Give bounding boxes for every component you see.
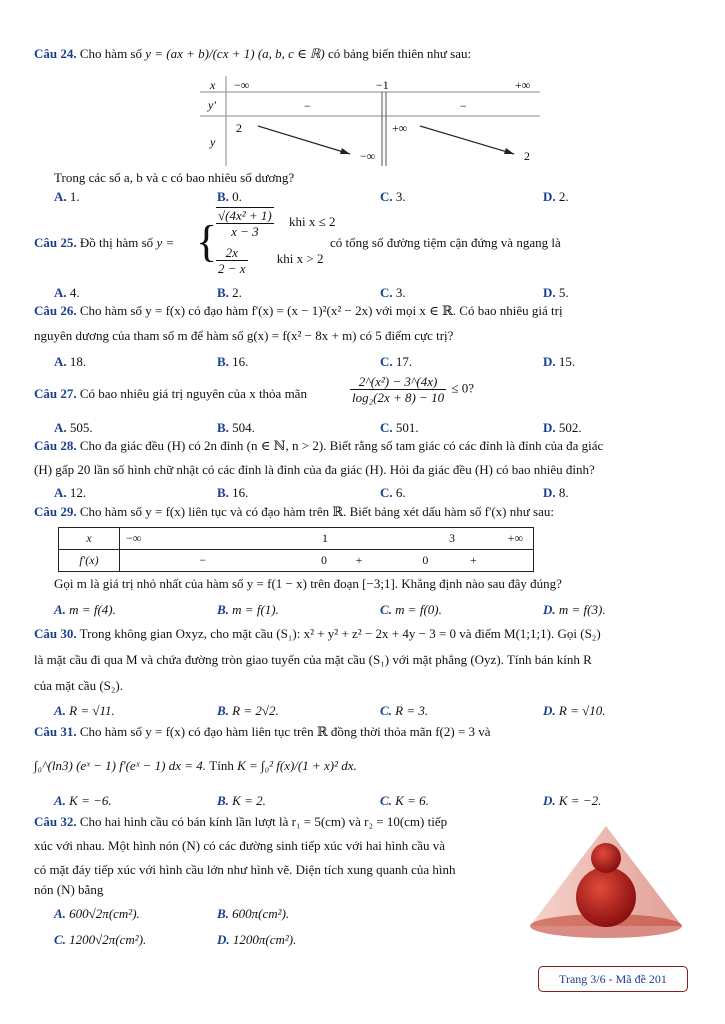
- st-sign-4: +: [456, 550, 534, 572]
- option-d[interactable]: D. 8.: [543, 485, 569, 500]
- st-sign-0: −: [120, 550, 208, 572]
- st-sign-1: 0: [207, 550, 328, 572]
- option-d[interactable]: D. K = −2.: [543, 793, 602, 808]
- vt-arrowhead-1: [340, 148, 350, 154]
- question-31: [34, 722, 691, 742]
- text-line-1: Cho hàm số y = f(x) có đạo hàm f'(x) = (x − 1)²(x² − 2x) với mọi x ∈ ℝ. Có bao nhiêu giá trị: [79, 303, 563, 318]
- vt-x-0: −∞: [234, 78, 250, 92]
- option-c[interactable]: C. R = 3.: [380, 703, 429, 718]
- question-label: Câu 25.: [34, 235, 77, 250]
- st-x-1: 1: [207, 528, 328, 550]
- q30-text-2: là mặt cầu đi qua M và chứa đường tròn giao tuyến của mặt cầu (S₁) với mặt phẳng (Oyz). Tính bán kính R: [34, 652, 592, 667]
- option-a[interactable]: A. 1.: [54, 189, 80, 204]
- question-25: Câu 25. Đồ thị hàm số y = { $\frac{\text{√(4x² + 1)}}{x - 3}$ khi x ≤ 2 $\frac{2x}{2 - x}$ khi x > 2 có tổng số đường tiệm cận đứng và ngang là: [34, 208, 561, 276]
- vt-y-2: +∞: [392, 121, 408, 135]
- q24-question: Trong các số a, b và c có bao nhiêu số dương?: [54, 170, 295, 185]
- q31-integrals: [34, 756, 691, 776]
- question-label: Câu 27.: [34, 386, 77, 401]
- q32-text-3: có mặt đáy tiếp xúc với hình cầu lớn như hình vẽ. Diện tích xung quanh của hình: [34, 862, 456, 877]
- q30-text-3: của mặt cầu (S₂).: [34, 678, 123, 693]
- condition: (a, b, c ∈ ℝ): [257, 46, 325, 61]
- option-d[interactable]: D. 5.: [543, 285, 569, 300]
- text-line-1: Cho hai hình cầu có bán kính lần lượt là r₁ = 5(cm) và r₂ = 10(cm) tiếp: [79, 814, 448, 829]
- large-sphere-icon: [576, 867, 636, 927]
- page-footer: Trang 3/6 - Mã đề 201: [538, 966, 688, 992]
- q29-question: Gọi m là giá trị nhỏ nhất của hàm số y = f(1 − x) trên đoạn [−3;1]. Khẳng định nào sau đây đúng?: [54, 576, 562, 591]
- vt-x-label: x: [210, 78, 216, 92]
- stem-pre: Cho hàm số: [79, 46, 142, 61]
- option-a[interactable]: A. 505.: [54, 420, 93, 435]
- integral-1: ∫₀^(ln3) (eˣ − 1) f'(eˣ − 1) dx = 4.: [34, 758, 207, 773]
- question-32: [34, 812, 513, 832]
- stem: Có bao nhiêu giá trị nguyên của x thỏa mãn: [79, 386, 307, 401]
- option-b[interactable]: B. 16.: [217, 354, 249, 369]
- question-label: Câu 28.: [34, 438, 77, 453]
- option-c[interactable]: C. 3.: [380, 189, 406, 204]
- piece-1: $\frac{\text{√(4x² + 1)}}{x - 3}$ khi x ≤ 2: [218, 208, 336, 239]
- st-x-2: 3: [328, 528, 456, 550]
- option-d[interactable]: D. m = f(3).: [543, 602, 606, 617]
- function-expr: y = (ax + b)/(cx + 1): [145, 46, 255, 61]
- st-fp-label: f'(x): [59, 550, 120, 572]
- stem-post: có tổng số đường tiệm cận đứng và ngang là: [330, 235, 561, 250]
- st-sign-2: + 0: [328, 550, 456, 572]
- text: Cho hàm số y = f(x) liên tục và có đạo hàm trên ℝ. Biết bảng xét dấu hàm số f'(x) như sau:: [79, 504, 554, 519]
- option-b[interactable]: B. K = 2.: [217, 793, 266, 808]
- vt-x-2: +∞: [515, 78, 531, 92]
- question-24: [34, 44, 691, 64]
- vt-y-0: 2: [236, 121, 242, 135]
- option-b[interactable]: B. m = f(1).: [217, 602, 279, 617]
- question-label: Câu 26.: [34, 303, 77, 318]
- option-a[interactable]: A. 18.: [54, 354, 87, 369]
- vt-sign-1: −: [460, 99, 467, 113]
- option-a[interactable]: A. 4.: [54, 285, 80, 300]
- text-line-1: Trong không gian Oxyz, cho mặt cầu (S₁): x² + y² + z² − 2x + 4y − 3 = 0 và điểm M(1;1;1). Gọi (S₂): [79, 626, 601, 641]
- vt-arrow-1: [258, 126, 350, 154]
- option-c[interactable]: C. 6.: [380, 485, 406, 500]
- question-label: Câu 32.: [34, 814, 77, 829]
- vt-x-1: −1: [376, 78, 389, 92]
- option-c[interactable]: C. K = 6.: [380, 793, 429, 808]
- q32-text-4: nón (N) bằng: [34, 882, 104, 897]
- st-x-3: +∞: [456, 528, 534, 550]
- piece-2: $\frac{2x}{2 - x}$ khi x > 2: [218, 245, 324, 276]
- option-c[interactable]: C. 17.: [380, 354, 413, 369]
- question-label: Câu 31.: [34, 724, 77, 739]
- question-label: Câu 30.: [34, 626, 77, 641]
- mid-text: Tính: [209, 758, 234, 773]
- option-a[interactable]: A. m = f(4).: [54, 602, 116, 617]
- integral-2: K = ∫₀² f(x)/(1 + x)² dx.: [237, 758, 357, 773]
- stem-post: có bảng biến thiên như sau:: [327, 46, 472, 61]
- st-x-label: x: [59, 528, 120, 550]
- option-b[interactable]: B. 504.: [217, 420, 255, 435]
- option-a[interactable]: A. 12.: [54, 485, 87, 500]
- option-c[interactable]: C. 1200√2π(cm²).: [54, 932, 147, 947]
- option-c[interactable]: C. 501.: [380, 420, 419, 435]
- brace: {: [196, 217, 218, 266]
- option-d[interactable]: D. 502.: [543, 420, 582, 435]
- option-b[interactable]: B. 600π(cm²).: [217, 906, 290, 921]
- text-line-1: Cho hàm số y = f(x) có đạo hàm liên tục trên ℝ đồng thời thỏa mãn f(2) = 3 và: [79, 724, 491, 739]
- question-30: [34, 624, 691, 644]
- question-label: Câu 29.: [34, 504, 77, 519]
- option-a[interactable]: A. K = −6.: [54, 793, 112, 808]
- option-b[interactable]: B. R = 2√2.: [217, 703, 279, 718]
- option-c[interactable]: C. m = f(0).: [380, 602, 442, 617]
- option-d[interactable]: D. 2.: [543, 189, 569, 204]
- option-b[interactable]: B. 2.: [217, 285, 242, 300]
- stem-pre: Đồ thị hàm số: [79, 235, 154, 250]
- vt-yp-label: y': [208, 98, 216, 112]
- small-sphere-icon: [591, 843, 621, 873]
- option-b[interactable]: B. 0.: [217, 189, 242, 204]
- vt-y-label: y: [210, 135, 216, 149]
- inequality: $\frac{\text{2\textasciicircum{}(x²) − 3\textasciicircum{}(4x)}}{\text{log₂(2x + 8) − 10}}$ ≤ 0?: [352, 374, 475, 405]
- vt-arrow-2: [420, 126, 514, 154]
- text-line-1: Cho đa giác đều (H) có 2n đỉnh (n ∈ ℕ, n > 2). Biết rằng số tam giác có các đỉnh là đỉnh của đa giác: [79, 438, 604, 453]
- question-27: [34, 374, 691, 414]
- question-29: [34, 502, 691, 522]
- question-26: [34, 301, 691, 321]
- option-b[interactable]: B. 16.: [217, 485, 249, 500]
- option-d[interactable]: D. R = √10.: [543, 703, 606, 718]
- question-label: Câu 24.: [34, 46, 77, 61]
- vt-sign-0: −: [304, 99, 311, 113]
- variation-table: [200, 76, 540, 166]
- q28-text-2: (H) gấp 20 lần số hình chữ nhật có các đỉnh là đỉnh của đa giác (H). Hỏi đa giác đều (H) có bao nhiêu đỉnh?: [34, 462, 595, 477]
- question-28: [34, 436, 691, 456]
- sign-table: [58, 527, 534, 572]
- option-d[interactable]: D. 1200π(cm²).: [217, 932, 297, 947]
- vt-y-3: 2: [524, 149, 530, 163]
- option-a[interactable]: A. R = √11.: [54, 703, 115, 718]
- option-a[interactable]: A. 600√2π(cm²).: [54, 906, 140, 921]
- option-c[interactable]: C. 3.: [380, 285, 406, 300]
- cone-spheres-figure: [522, 822, 688, 948]
- vt-arrowhead-2: [504, 148, 514, 154]
- q32-text-2: xúc với nhau. Một hình nón (N) có các đường sinh tiếp xúc với hai hình cầu và: [34, 838, 446, 853]
- st-x-0: −∞: [120, 528, 208, 550]
- vt-y-1: −∞: [360, 149, 376, 163]
- option-d[interactable]: D. 15.: [543, 354, 576, 369]
- q26-text-2: nguyên dương của tham số m để hàm số g(x) = f(x² − 8x + m) có 5 điểm cực trị?: [34, 328, 454, 343]
